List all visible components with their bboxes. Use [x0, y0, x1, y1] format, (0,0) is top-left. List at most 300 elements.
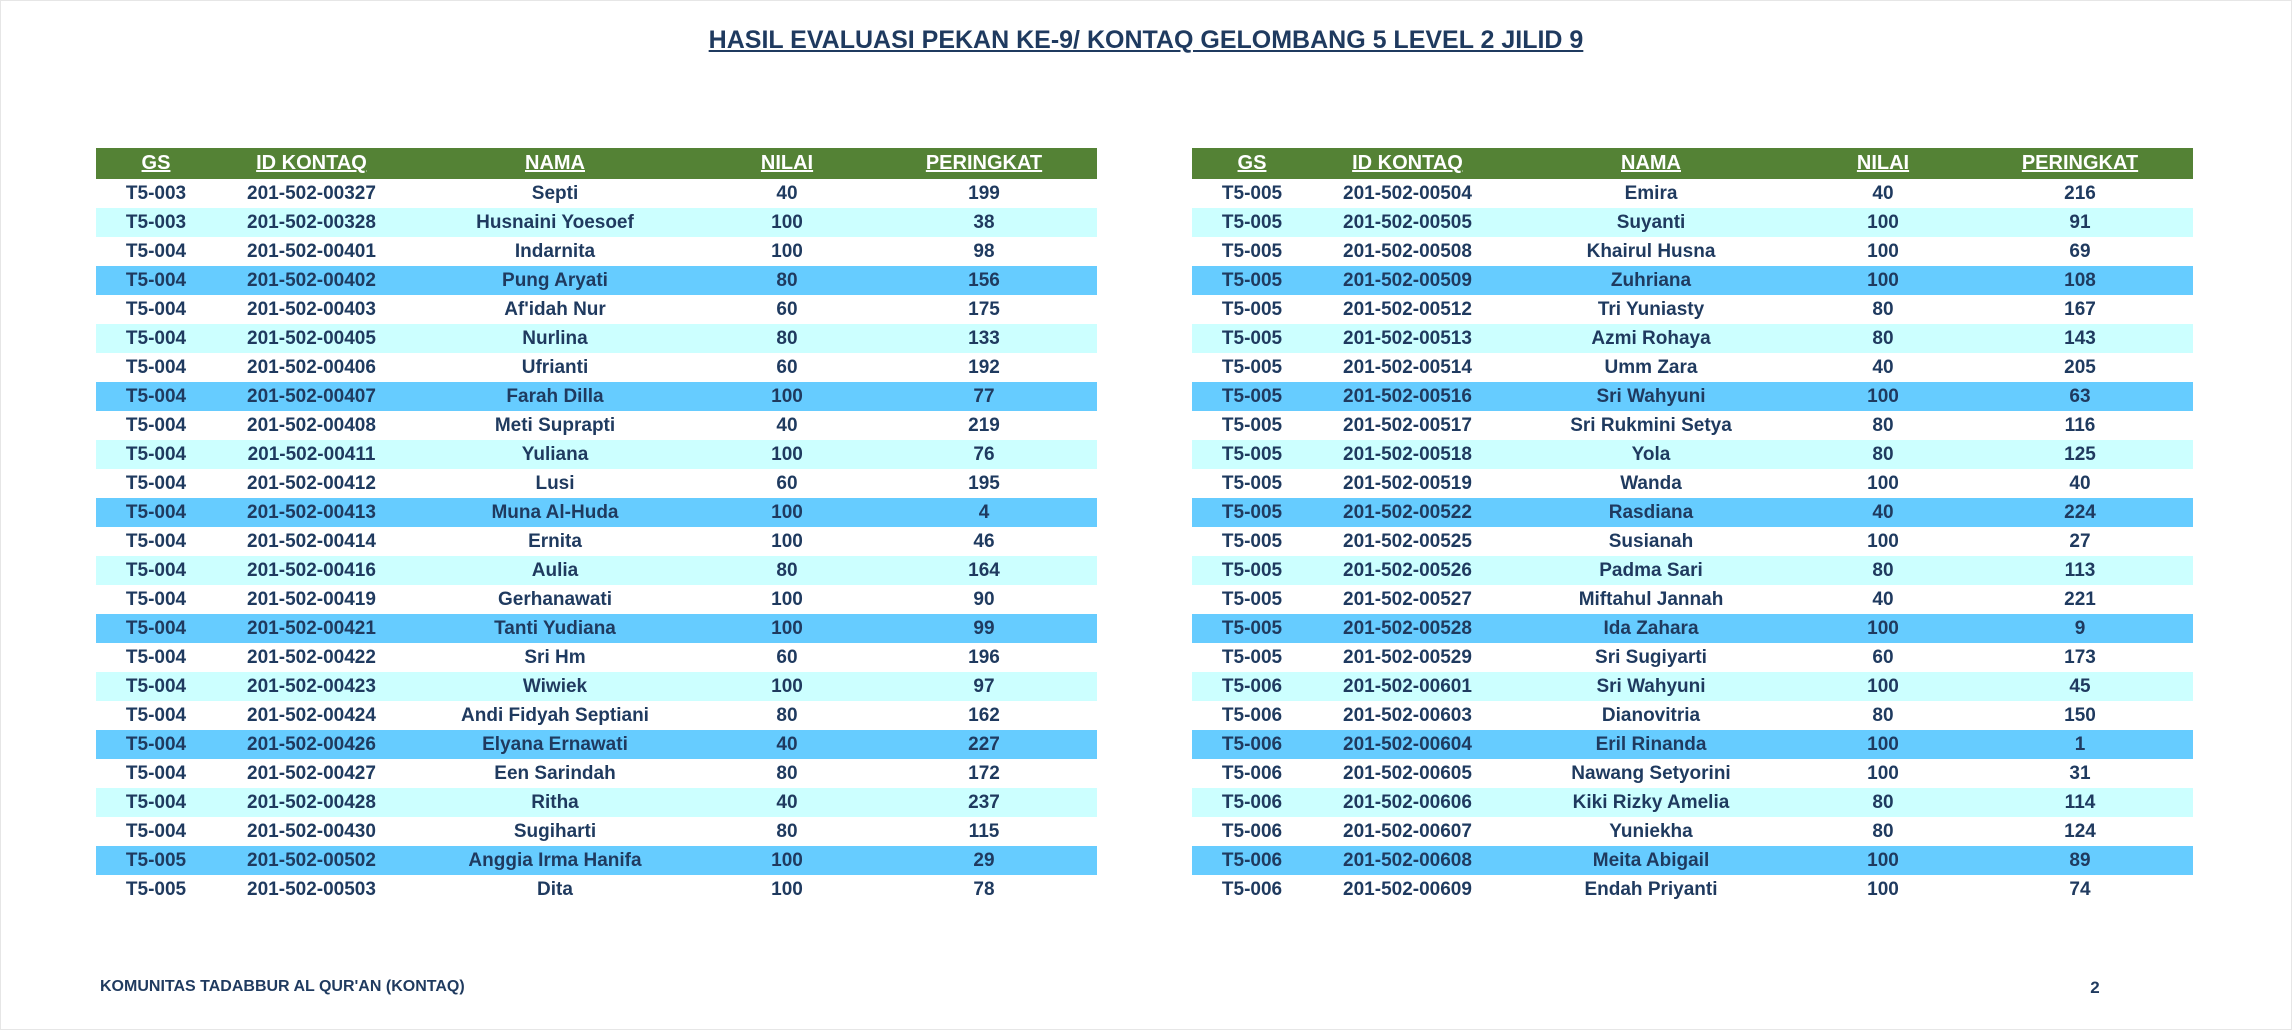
cell-gs: T5-005 — [1192, 498, 1312, 527]
cell-peringkat: 162 — [871, 701, 1097, 730]
cell-peringkat: 125 — [1967, 440, 2193, 469]
cell-nama: Indarnita — [407, 237, 703, 266]
cell-gs: T5-005 — [1192, 266, 1312, 295]
header-peringkat: PERINGKAT — [871, 148, 1097, 179]
footer-page-number: 2 — [2090, 978, 2100, 997]
cell-id-kontaq: 201-502-00502 — [216, 846, 407, 875]
table-row — [1192, 875, 2193, 904]
cell-nama: Umm Zara — [1503, 353, 1799, 382]
cell-nama: Zuhriana — [1503, 266, 1799, 295]
cell-nama: Suyanti — [1503, 208, 1799, 237]
table-row — [1192, 353, 2193, 382]
cell-peringkat: 150 — [1967, 701, 2193, 730]
cell-gs: T5-004 — [96, 817, 216, 846]
cell-peringkat: 29 — [871, 846, 1097, 875]
cell-peringkat: 98 — [871, 237, 1097, 266]
cell-gs: T5-004 — [96, 788, 216, 817]
cell-peringkat: 219 — [871, 411, 1097, 440]
cell-gs: T5-006 — [1192, 788, 1312, 817]
cell-nilai: 100 — [1799, 875, 1967, 904]
cell-peringkat: 199 — [871, 179, 1097, 208]
cell-nilai: 80 — [1799, 817, 1967, 846]
cell-nilai: 40 — [703, 788, 871, 817]
table-row — [96, 208, 1097, 237]
table-row — [1192, 527, 2193, 556]
cell-nilai: 100 — [703, 382, 871, 411]
table-row — [96, 266, 1097, 295]
cell-peringkat: 205 — [1967, 353, 2193, 382]
cell-nilai: 80 — [703, 817, 871, 846]
header-nama: NAMA — [407, 148, 703, 179]
cell-nama: Sri Rukmini Setya — [1503, 411, 1799, 440]
cell-nilai: 40 — [1799, 353, 1967, 382]
cell-nama: Farah Dilla — [407, 382, 703, 411]
cell-nilai: 100 — [703, 527, 871, 556]
cell-nilai: 40 — [703, 411, 871, 440]
table-row — [1192, 237, 2193, 266]
table-row — [96, 440, 1097, 469]
table-row — [1192, 208, 2193, 237]
cell-gs: T5-005 — [1192, 208, 1312, 237]
cell-nama: Gerhanawati — [407, 585, 703, 614]
cell-nilai: 60 — [703, 295, 871, 324]
cell-peringkat: 40 — [1967, 469, 2193, 498]
cell-peringkat: 124 — [1967, 817, 2193, 846]
cell-nama: Dita — [407, 875, 703, 904]
cell-nilai: 80 — [1799, 295, 1967, 324]
cell-nilai: 80 — [703, 324, 871, 353]
table-row — [1192, 498, 2193, 527]
footer-organization: KOMUNITAS TADABBUR AL QUR'AN (KONTAQ) — [100, 978, 465, 995]
cell-id-kontaq: 201-502-00603 — [1312, 701, 1503, 730]
cell-gs: T5-005 — [1192, 440, 1312, 469]
cell-gs: T5-004 — [96, 556, 216, 585]
cell-gs: T5-004 — [96, 237, 216, 266]
cell-id-kontaq: 201-502-00509 — [1312, 266, 1503, 295]
header-nilai: NILAI — [703, 148, 871, 179]
cell-gs: T5-003 — [96, 179, 216, 208]
table-row — [96, 353, 1097, 382]
cell-id-kontaq: 201-502-00525 — [1312, 527, 1503, 556]
cell-gs: T5-005 — [1192, 353, 1312, 382]
cell-gs: T5-004 — [96, 614, 216, 643]
cell-nama: Azmi Rohaya — [1503, 324, 1799, 353]
cell-nilai: 100 — [1799, 614, 1967, 643]
cell-nama: Sri Wahyuni — [1503, 672, 1799, 701]
cell-id-kontaq: 201-502-00414 — [216, 527, 407, 556]
cell-gs: T5-004 — [96, 440, 216, 469]
cell-gs: T5-005 — [1192, 411, 1312, 440]
cell-gs: T5-006 — [1192, 672, 1312, 701]
cell-peringkat: 76 — [871, 440, 1097, 469]
cell-nama: Elyana Ernawati — [407, 730, 703, 759]
cell-nama: Eril Rinanda — [1503, 730, 1799, 759]
cell-peringkat: 133 — [871, 324, 1097, 353]
cell-id-kontaq: 201-502-00327 — [216, 179, 407, 208]
cell-peringkat: 227 — [871, 730, 1097, 759]
cell-nama: Muna Al-Huda — [407, 498, 703, 527]
cell-nama: Aulia — [407, 556, 703, 585]
cell-peringkat: 99 — [871, 614, 1097, 643]
page-title: HASIL EVALUASI PEKAN KE-9/ KONTAQ GELOMBANG 5 LEVEL 2 JILID 9 — [708, 26, 1584, 54]
table-row — [96, 179, 1097, 208]
cell-id-kontaq: 201-502-00419 — [216, 585, 407, 614]
cell-nilai: 100 — [1799, 527, 1967, 556]
cell-gs: T5-005 — [1192, 614, 1312, 643]
cell-nilai: 100 — [1799, 208, 1967, 237]
cell-nilai: 80 — [703, 759, 871, 788]
table-row — [1192, 614, 2193, 643]
cell-nilai: 40 — [1799, 498, 1967, 527]
table-row — [1192, 382, 2193, 411]
cell-peringkat: 9 — [1967, 614, 2193, 643]
cell-nama: Meti Suprapti — [407, 411, 703, 440]
cell-gs: T5-004 — [96, 295, 216, 324]
header-gs: GS — [96, 148, 216, 179]
cell-id-kontaq: 201-502-00514 — [1312, 353, 1503, 382]
cell-peringkat: 114 — [1967, 788, 2193, 817]
cell-nama: Sri Wahyuni — [1503, 382, 1799, 411]
cell-gs: T5-004 — [96, 469, 216, 498]
cell-peringkat: 115 — [871, 817, 1097, 846]
cell-nilai: 100 — [703, 237, 871, 266]
cell-nama: Dianovitria — [1503, 701, 1799, 730]
cell-nilai: 40 — [703, 179, 871, 208]
cell-gs: T5-005 — [1192, 382, 1312, 411]
cell-gs: T5-005 — [1192, 585, 1312, 614]
cell-id-kontaq: 201-502-00519 — [1312, 469, 1503, 498]
cell-nilai: 100 — [1799, 846, 1967, 875]
cell-id-kontaq: 201-502-00522 — [1312, 498, 1503, 527]
table-row — [96, 759, 1097, 788]
cell-nama: Nawang Setyorini — [1503, 759, 1799, 788]
cell-id-kontaq: 201-502-00527 — [1312, 585, 1503, 614]
cell-gs: T5-006 — [1192, 759, 1312, 788]
table-row — [96, 846, 1097, 875]
cell-peringkat: 195 — [871, 469, 1097, 498]
cell-gs: T5-005 — [1192, 179, 1312, 208]
cell-nilai: 80 — [703, 556, 871, 585]
cell-id-kontaq: 201-502-00421 — [216, 614, 407, 643]
cell-id-kontaq: 201-502-00430 — [216, 817, 407, 846]
cell-gs: T5-004 — [96, 672, 216, 701]
table-row — [96, 730, 1097, 759]
header-id-kontaq: ID KONTAQ — [1312, 148, 1503, 179]
cell-nama: Yuliana — [407, 440, 703, 469]
cell-nilai: 100 — [703, 846, 871, 875]
cell-gs: T5-004 — [96, 498, 216, 527]
cell-nama: Meita Abigail — [1503, 846, 1799, 875]
cell-peringkat: 173 — [1967, 643, 2193, 672]
cell-nilai: 80 — [1799, 324, 1967, 353]
cell-nilai: 80 — [1799, 556, 1967, 585]
cell-peringkat: 221 — [1967, 585, 2193, 614]
cell-gs: T5-006 — [1192, 846, 1312, 875]
table-row — [96, 643, 1097, 672]
cell-peringkat: 45 — [1967, 672, 2193, 701]
header-nilai: NILAI — [1799, 148, 1967, 179]
table-row — [1192, 556, 2193, 585]
table-row — [1192, 846, 2193, 875]
cell-id-kontaq: 201-502-00427 — [216, 759, 407, 788]
cell-peringkat: 172 — [871, 759, 1097, 788]
table-row — [96, 527, 1097, 556]
cell-nama: Af'idah Nur — [407, 295, 703, 324]
cell-peringkat: 237 — [871, 788, 1097, 817]
cell-gs: T5-004 — [96, 701, 216, 730]
cell-id-kontaq: 201-502-00412 — [216, 469, 407, 498]
cell-nama: Ida Zahara — [1503, 614, 1799, 643]
cell-gs: T5-004 — [96, 353, 216, 382]
cell-nama: Husnaini Yoesoef — [407, 208, 703, 237]
cell-gs: T5-004 — [96, 411, 216, 440]
cell-gs: T5-004 — [96, 382, 216, 411]
header-id-kontaq: ID KONTAQ — [216, 148, 407, 179]
cell-id-kontaq: 201-502-00422 — [216, 643, 407, 672]
cell-id-kontaq: 201-502-00504 — [1312, 179, 1503, 208]
cell-nilai: 80 — [1799, 440, 1967, 469]
cell-nama: Andi Fidyah Septiani — [407, 701, 703, 730]
cell-gs: T5-006 — [1192, 730, 1312, 759]
cell-id-kontaq: 201-502-00607 — [1312, 817, 1503, 846]
cell-nilai: 80 — [1799, 701, 1967, 730]
cell-peringkat: 164 — [871, 556, 1097, 585]
cell-peringkat: 63 — [1967, 382, 2193, 411]
cell-peringkat: 167 — [1967, 295, 2193, 324]
cell-id-kontaq: 201-502-00328 — [216, 208, 407, 237]
cell-nilai: 100 — [1799, 730, 1967, 759]
cell-peringkat: 113 — [1967, 556, 2193, 585]
cell-gs: T5-005 — [1192, 324, 1312, 353]
cell-nama: Yola — [1503, 440, 1799, 469]
table-row — [96, 788, 1097, 817]
table-header-row — [96, 148, 1097, 179]
cell-nilai: 80 — [703, 266, 871, 295]
cell-id-kontaq: 201-502-00401 — [216, 237, 407, 266]
table-row — [1192, 469, 2193, 498]
cell-id-kontaq: 201-502-00529 — [1312, 643, 1503, 672]
cell-nama: Tanti Yudiana — [407, 614, 703, 643]
cell-peringkat: 143 — [1967, 324, 2193, 353]
cell-nama: Kiki Rizky Amelia — [1503, 788, 1799, 817]
cell-peringkat: 38 — [871, 208, 1097, 237]
cell-nilai: 80 — [703, 701, 871, 730]
cell-id-kontaq: 201-502-00601 — [1312, 672, 1503, 701]
cell-id-kontaq: 201-502-00406 — [216, 353, 407, 382]
cell-nama: Een Sarindah — [407, 759, 703, 788]
cell-peringkat: 4 — [871, 498, 1097, 527]
cell-nama: Wiwiek — [407, 672, 703, 701]
cell-gs: T5-004 — [96, 527, 216, 556]
cell-nilai: 100 — [703, 498, 871, 527]
table-row — [1192, 295, 2193, 324]
table-row — [96, 875, 1097, 904]
table-row — [96, 382, 1097, 411]
cell-id-kontaq: 201-502-00407 — [216, 382, 407, 411]
cell-gs: T5-005 — [1192, 527, 1312, 556]
cell-id-kontaq: 201-502-00416 — [216, 556, 407, 585]
cell-gs: T5-005 — [96, 846, 216, 875]
cell-peringkat: 46 — [871, 527, 1097, 556]
cell-peringkat: 224 — [1967, 498, 2193, 527]
cell-gs: T5-004 — [96, 759, 216, 788]
table-row — [1192, 730, 2193, 759]
cell-nilai: 100 — [703, 585, 871, 614]
cell-id-kontaq: 201-502-00518 — [1312, 440, 1503, 469]
cell-gs: T5-005 — [1192, 556, 1312, 585]
cell-peringkat: 89 — [1967, 846, 2193, 875]
cell-nilai: 100 — [1799, 672, 1967, 701]
cell-peringkat: 175 — [871, 295, 1097, 324]
cell-nama: Tri Yuniasty — [1503, 295, 1799, 324]
cell-nama: Sugiharti — [407, 817, 703, 846]
cell-gs: T5-004 — [96, 266, 216, 295]
cell-id-kontaq: 201-502-00424 — [216, 701, 407, 730]
table-row — [96, 237, 1097, 266]
right-results-table — [1192, 148, 2193, 904]
table-row — [96, 556, 1097, 585]
cell-nilai: 100 — [1799, 237, 1967, 266]
cell-gs: T5-005 — [1192, 295, 1312, 324]
cell-id-kontaq: 201-502-00428 — [216, 788, 407, 817]
cell-gs: T5-005 — [1192, 237, 1312, 266]
cell-nilai: 100 — [703, 672, 871, 701]
cell-id-kontaq: 201-502-00604 — [1312, 730, 1503, 759]
cell-peringkat: 156 — [871, 266, 1097, 295]
cell-peringkat: 27 — [1967, 527, 2193, 556]
cell-peringkat: 216 — [1967, 179, 2193, 208]
cell-nilai: 100 — [1799, 382, 1967, 411]
cell-nama: Pung Aryati — [407, 266, 703, 295]
cell-peringkat: 78 — [871, 875, 1097, 904]
cell-nama: Lusi — [407, 469, 703, 498]
cell-id-kontaq: 201-502-00513 — [1312, 324, 1503, 353]
cell-nama: Sri Sugiyarti — [1503, 643, 1799, 672]
cell-id-kontaq: 201-502-00413 — [216, 498, 407, 527]
left-results-table — [96, 148, 1097, 904]
cell-nama: Rasdiana — [1503, 498, 1799, 527]
cell-peringkat: 97 — [871, 672, 1097, 701]
cell-id-kontaq: 201-502-00605 — [1312, 759, 1503, 788]
cell-nama: Endah Priyanti — [1503, 875, 1799, 904]
cell-peringkat: 192 — [871, 353, 1097, 382]
cell-nilai: 100 — [1799, 759, 1967, 788]
cell-gs: T5-004 — [96, 643, 216, 672]
cell-nama: Susianah — [1503, 527, 1799, 556]
cell-gs: T5-006 — [1192, 875, 1312, 904]
cell-nilai: 40 — [1799, 585, 1967, 614]
cell-nama: Ritha — [407, 788, 703, 817]
cell-nama: Yuniekha — [1503, 817, 1799, 846]
table-row — [96, 817, 1097, 846]
cell-peringkat: 90 — [871, 585, 1097, 614]
cell-nilai: 80 — [1799, 788, 1967, 817]
table-row — [1192, 440, 2193, 469]
cell-gs: T5-006 — [1192, 817, 1312, 846]
cell-peringkat: 196 — [871, 643, 1097, 672]
cell-nama: Nurlina — [407, 324, 703, 353]
table-row — [1192, 266, 2193, 295]
table-row — [1192, 585, 2193, 614]
cell-id-kontaq: 201-502-00508 — [1312, 237, 1503, 266]
cell-gs: T5-003 — [96, 208, 216, 237]
cell-nilai: 60 — [703, 643, 871, 672]
table-row — [1192, 759, 2193, 788]
cell-id-kontaq: 201-502-00526 — [1312, 556, 1503, 585]
cell-gs: T5-005 — [1192, 469, 1312, 498]
cell-nilai: 100 — [703, 440, 871, 469]
cell-nama: Ernita — [407, 527, 703, 556]
cell-id-kontaq: 201-502-00405 — [216, 324, 407, 353]
table-row — [96, 411, 1097, 440]
cell-peringkat: 74 — [1967, 875, 2193, 904]
cell-nilai: 100 — [703, 208, 871, 237]
cell-id-kontaq: 201-502-00423 — [216, 672, 407, 701]
cell-nama: Anggia Irma Hanifa — [407, 846, 703, 875]
cell-peringkat: 108 — [1967, 266, 2193, 295]
cell-nilai: 100 — [703, 614, 871, 643]
cell-gs: T5-006 — [1192, 701, 1312, 730]
cell-id-kontaq: 201-502-00608 — [1312, 846, 1503, 875]
cell-peringkat: 77 — [871, 382, 1097, 411]
cell-gs: T5-004 — [96, 324, 216, 353]
cell-gs: T5-005 — [1192, 643, 1312, 672]
table-row — [96, 672, 1097, 701]
cell-id-kontaq: 201-502-00606 — [1312, 788, 1503, 817]
cell-nilai: 60 — [703, 353, 871, 382]
cell-nilai: 100 — [1799, 266, 1967, 295]
cell-id-kontaq: 201-502-00503 — [216, 875, 407, 904]
table-row — [1192, 411, 2193, 440]
table-row — [1192, 788, 2193, 817]
table-row — [1192, 643, 2193, 672]
cell-nilai: 60 — [1799, 643, 1967, 672]
cell-nama: Sri Hm — [407, 643, 703, 672]
table-row — [96, 324, 1097, 353]
cell-id-kontaq: 201-502-00516 — [1312, 382, 1503, 411]
table-row — [96, 614, 1097, 643]
cell-id-kontaq: 201-502-00403 — [216, 295, 407, 324]
table-row — [1192, 817, 2193, 846]
cell-id-kontaq: 201-502-00609 — [1312, 875, 1503, 904]
cell-nilai: 100 — [1799, 469, 1967, 498]
cell-gs: T5-004 — [96, 730, 216, 759]
cell-nama: Wanda — [1503, 469, 1799, 498]
cell-nilai: 40 — [1799, 179, 1967, 208]
cell-id-kontaq: 201-502-00408 — [216, 411, 407, 440]
cell-id-kontaq: 201-502-00411 — [216, 440, 407, 469]
header-gs: GS — [1192, 148, 1312, 179]
cell-nilai: 100 — [703, 875, 871, 904]
cell-nama: Khairul Husna — [1503, 237, 1799, 266]
cell-nilai: 40 — [703, 730, 871, 759]
table-row — [96, 585, 1097, 614]
cell-gs: T5-004 — [96, 585, 216, 614]
cell-peringkat: 91 — [1967, 208, 2193, 237]
cell-peringkat: 1 — [1967, 730, 2193, 759]
cell-gs: T5-005 — [96, 875, 216, 904]
table-row — [96, 701, 1097, 730]
table-row — [1192, 701, 2193, 730]
header-peringkat: PERINGKAT — [1967, 148, 2193, 179]
header-nama: NAMA — [1503, 148, 1799, 179]
table-row — [96, 295, 1097, 324]
cell-id-kontaq: 201-502-00402 — [216, 266, 407, 295]
table-row — [96, 498, 1097, 527]
table-row — [1192, 672, 2193, 701]
cell-nilai: 80 — [1799, 411, 1967, 440]
table-row — [1192, 179, 2193, 208]
